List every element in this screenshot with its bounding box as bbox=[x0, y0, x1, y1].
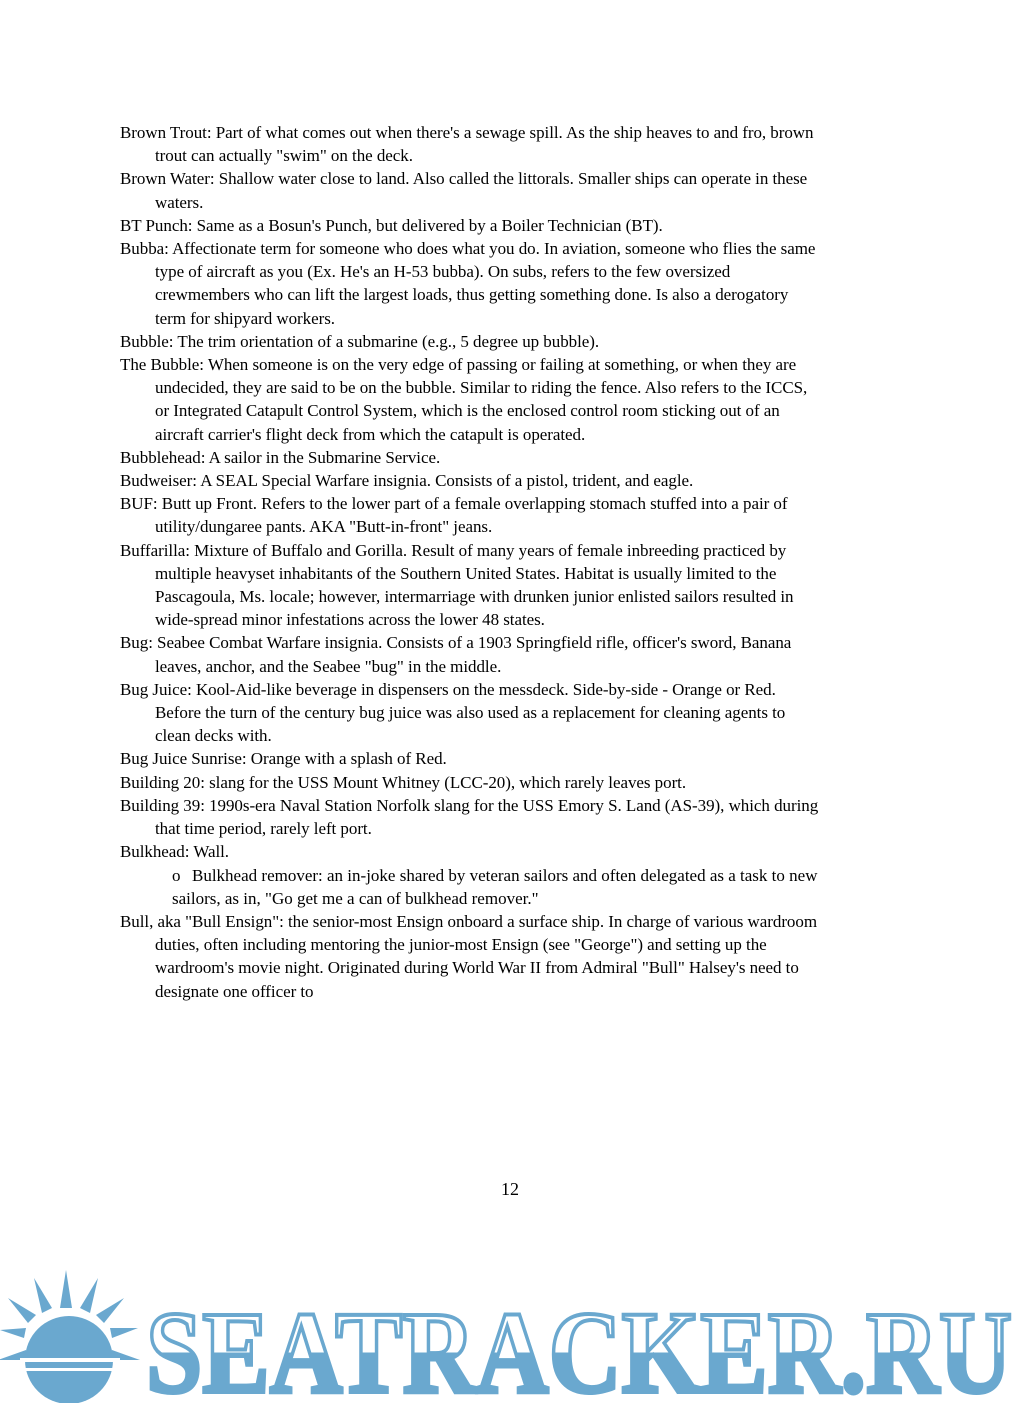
watermark-text: SEATRACKER.RU bbox=[146, 1287, 1012, 1403]
glossary-entry-bug-juice-sunrise: Bug Juice Sunrise: Orange with a splash of Red. bbox=[120, 749, 447, 769]
glossary-entry-bug: Bug: Seabee Combat Warfare insignia. Consists of a 1903 Springfield rifle, officer's sword, Banana leaves, anchor, and the Seabee "bug" in the middle. bbox=[120, 633, 792, 676]
glossary-entry-building-39: Building 39: 1990s-era Naval Station Norfolk slang for the USS Emory S. Land (AS-39), which during that time period, rarely left port. bbox=[120, 795, 819, 839]
glossary-entry-bull: Bull, aka "Bull Ensign": the senior-most Ensign onboard a surface ship. In charge of various wardroom duties, often including mentoring the junior-most Ensign (see "George") and setting up the wardroom's movie night. Originated during World War II from Admiral "Bull" Halsey's need to designate one officer to bbox=[120, 911, 817, 1001]
glossary-entry-budweiser: Budweiser: A SEAL Special Warfare insignia. Consists of a pistol, trident, and eagle. bbox=[120, 471, 694, 491]
glossary-entry-bubblehead: Bubblehead: A sailor in the Submarine Service. bbox=[120, 447, 441, 467]
glossary-entry-bubba: Bubba: Affectionate term for someone who does what you do. In aviation, someone who flies the same type of aircraft as you (Ex. He's an H-53 bubba). On subs, refers to the few oversized crewmembers who can lift the largest loads, thus getting something done. Is also a derogatory term for shipyard workers. bbox=[120, 239, 816, 328]
glossary-entry-bt-punch: BT Punch: Same as a Bosun's Punch, but delivered by a Boiler Technician (BT). bbox=[120, 215, 663, 235]
bullet-marker: o bbox=[172, 865, 181, 885]
glossary-entry-building-20: Building 20: slang for the USS Mount Whitney (LCC-20), which rarely leaves port. bbox=[120, 772, 687, 792]
watermark-logo bbox=[0, 1268, 1020, 1403]
sub-bullet-bulkhead-remover bbox=[120, 864, 820, 910]
glossary-entry-buffarilla: Buffarilla: Mixture of Buffalo and Gorilla. Result of many years of female inbreeding practiced by multiple heavyset inhabitants of the Southern United States. Habitat is usually limited to the Pascagoula, Ms. locale; however, intermarriage with drunken junior enlisted sailors resulted in wide-spread minor infestations across the lower 48 states. bbox=[120, 540, 794, 630]
glossary-entry-the-bubble: The Bubble: When someone is on the very edge of passing or failing at something, or when they are undecided, they are said to be on the bubble. Similar to riding the fence. Also refers to the ICCS, or Integrated Catapult Control System, which is the enclosed control room sticking out of an aircraft carrier's flight deck from which the catapult is operated. bbox=[120, 355, 808, 444]
glossary-entry-buf: BUF: Butt up Front. Refers to the lower part of a female overlapping stomach stuffed into a pair of utility/dungaree pants. AKA "Butt-in-front" jeans. bbox=[120, 494, 788, 537]
glossary-entry-bubble: Bubble: The trim orientation of a submarine (e.g., 5 degree up bubble). bbox=[120, 331, 600, 351]
page-number: 12 bbox=[501, 1179, 519, 1199]
glossary-entries bbox=[120, 121, 820, 1003]
glossary-entry-brown-trout: Brown Trout: Part of what comes out when there's a sewage spill. As the ship heaves to and fro, brown trout can actually "swim" on the deck. bbox=[120, 123, 814, 166]
glossary-entry-brown-water: Brown Water: Shallow water close to land. Also called the littorals. Smaller ships can operate in these waters. bbox=[120, 169, 808, 212]
sub-bullet-text: Bulkhead remover: an in-joke shared by veteran sailors and often delegated as a task to new sailors, as in, "Go get me a can of bulkhead remover." bbox=[172, 865, 818, 908]
glossary-entry-bug-juice: Bug Juice: Kool-Aid-like beverage in dispensers on the messdeck. Side-by-side - Orange or Red. Before the turn of the century bug juice was also used as a replacement for cleaning agents to clean decks with. bbox=[120, 679, 786, 746]
glossary-entry-bulkhead: Bulkhead: Wall. bbox=[120, 842, 229, 862]
sun-icon bbox=[0, 1270, 140, 1403]
